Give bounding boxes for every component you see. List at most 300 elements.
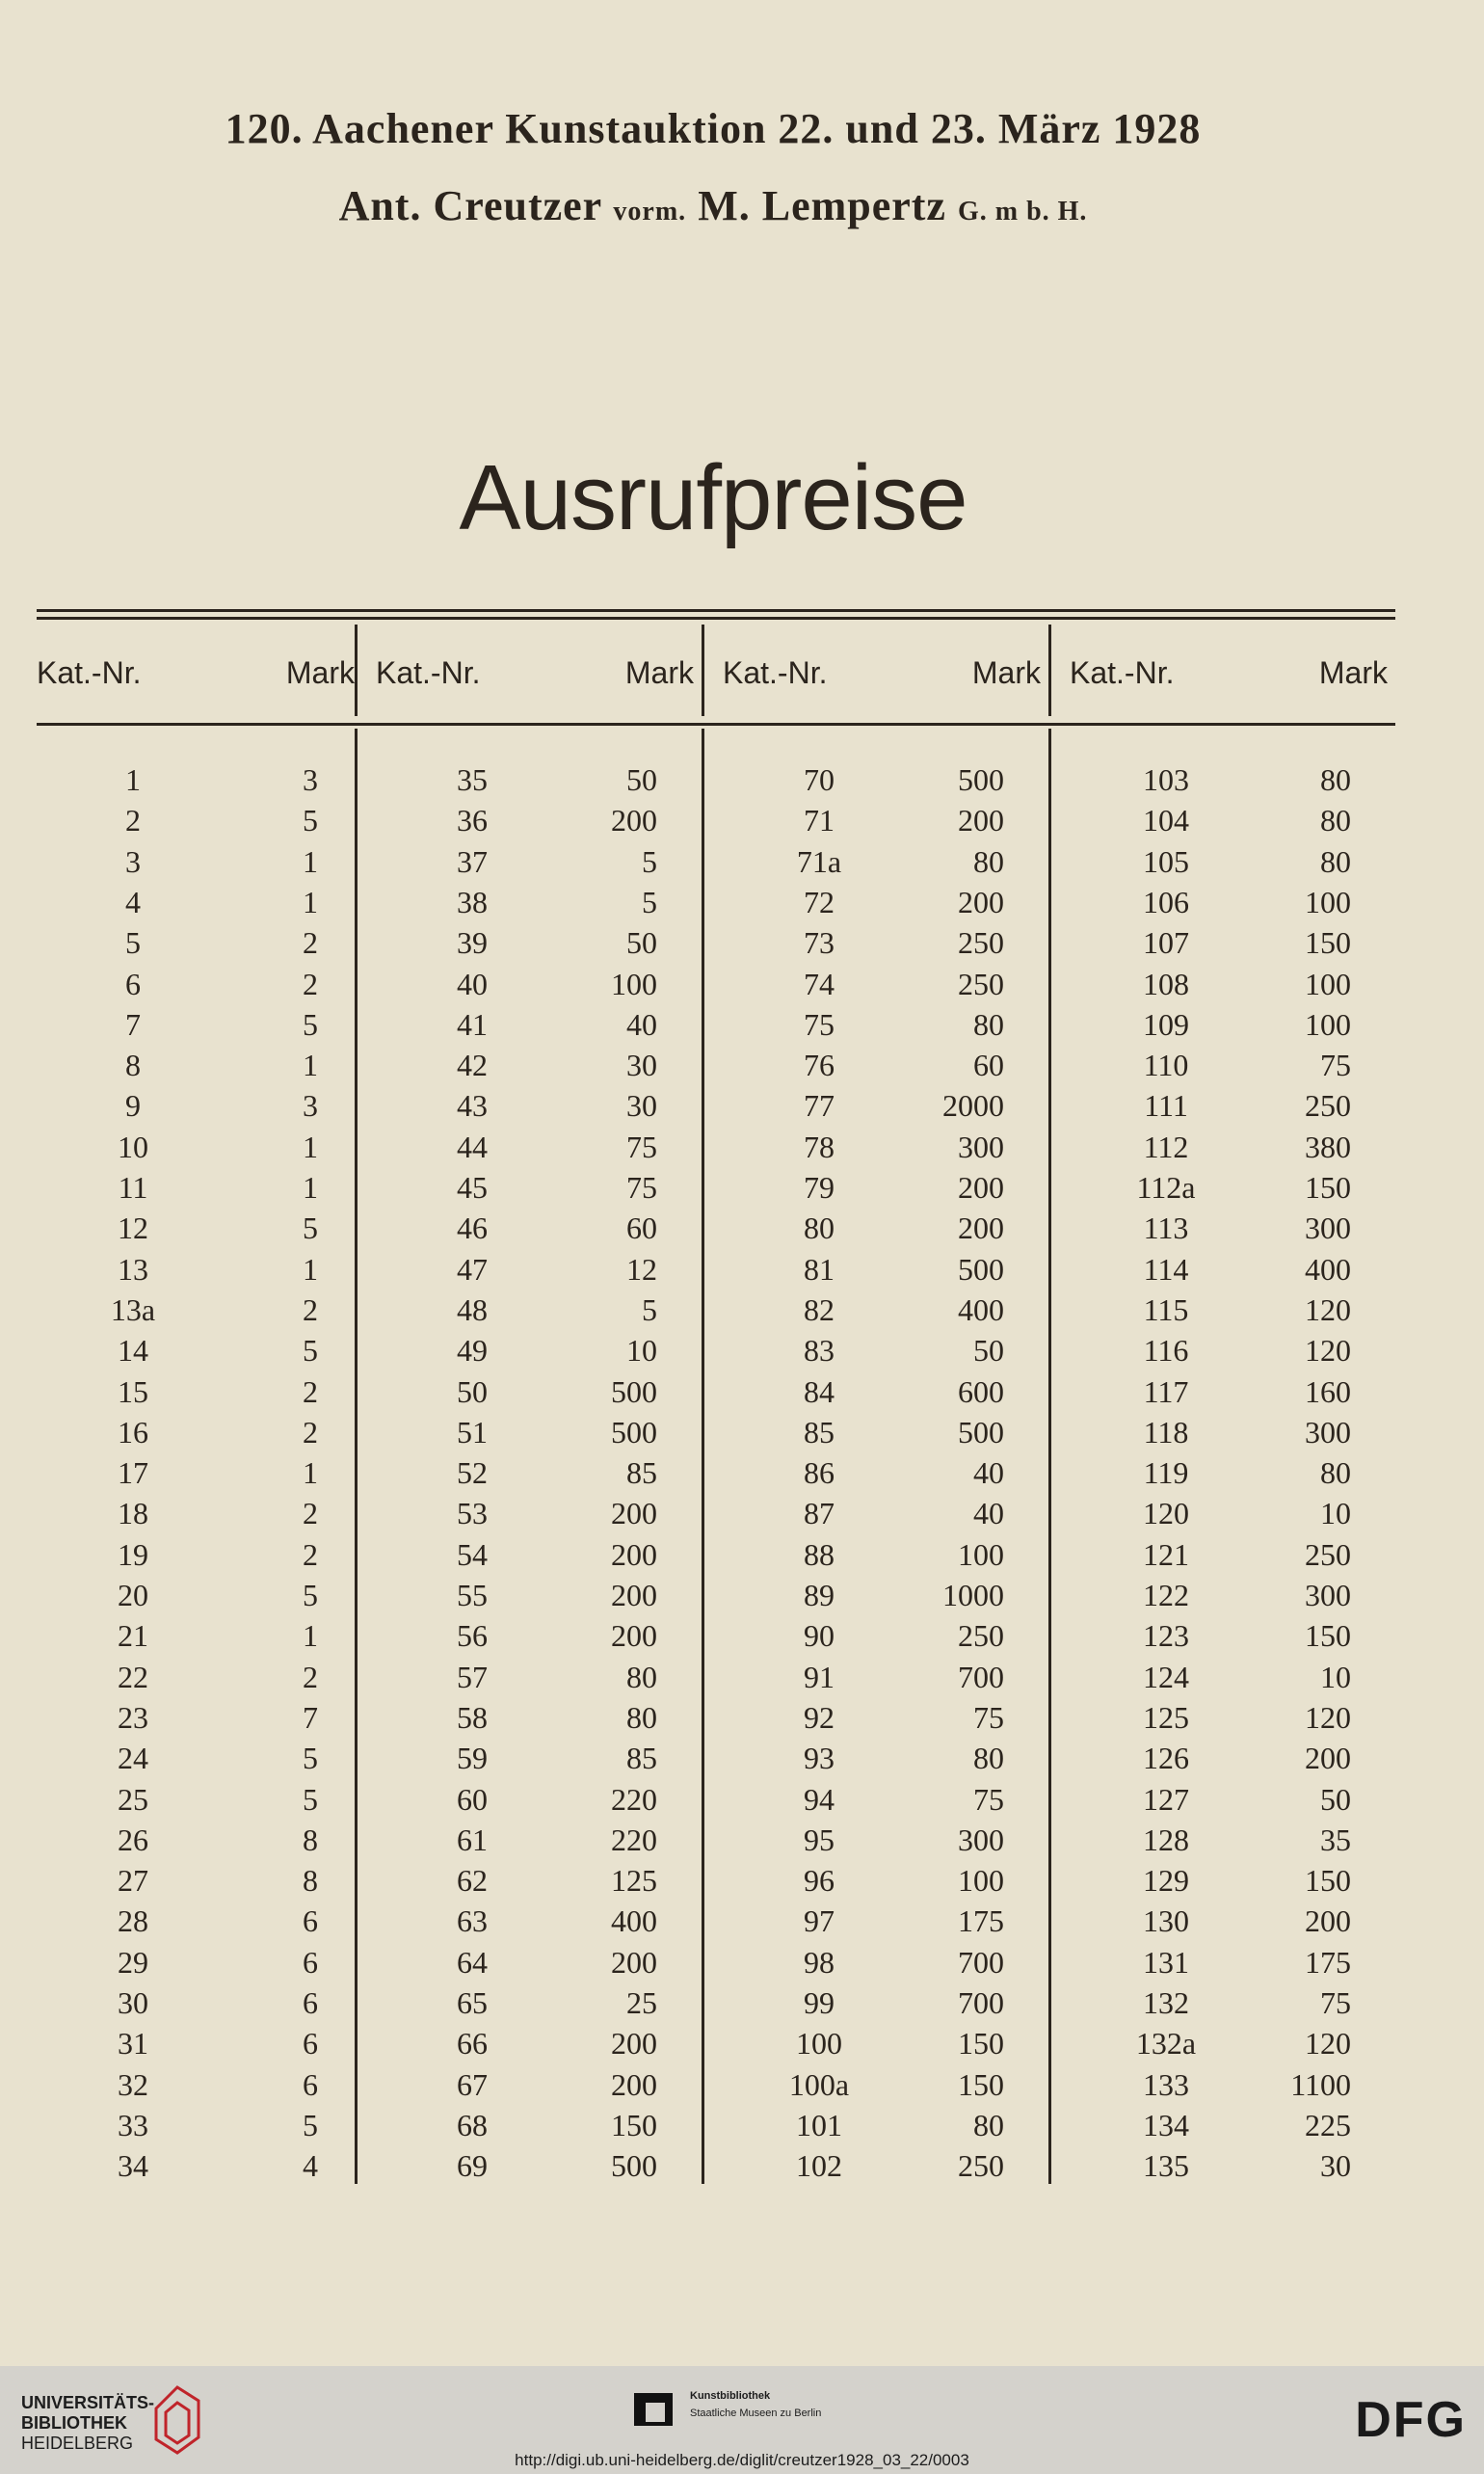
price-mark: 300 (958, 1822, 1004, 1857)
price-mark: 8 (303, 1863, 318, 1899)
ub-heidelberg-logo[interactable] (21, 2393, 154, 2454)
table-column (376, 617, 715, 2188)
catalog-number: 61 (457, 1822, 488, 1857)
price-mark: 1 (303, 1048, 318, 1083)
catalog-number: 57 (457, 1659, 488, 1694)
price-mark: 200 (958, 1170, 1004, 1205)
price-mark: 5 (303, 1006, 318, 1042)
price-mark: 6 (303, 1944, 318, 1980)
catalog-number: 89 (804, 1578, 835, 1612)
catalog-number: 29 (118, 1944, 148, 1980)
price-mark: 6 (303, 2066, 318, 2102)
catalog-number: 107 (1143, 925, 1189, 961)
catalog-number: 96 (804, 1863, 835, 1899)
header-mark: Mark (1318, 655, 1388, 690)
price-mark: 2 (303, 1373, 318, 1409)
price-mark: 160 (1305, 1373, 1351, 1409)
price-mark: 250 (958, 925, 1004, 961)
table-row (376, 2145, 715, 2186)
table-row (1070, 2145, 1409, 2186)
price-mark: 5 (303, 1578, 318, 1612)
price-mark: 250 (1305, 1536, 1351, 1572)
catalog-number: 90 (804, 1618, 835, 1654)
table-row (1070, 1167, 1409, 1208)
price-mark: 75 (1320, 1985, 1351, 2020)
price-mark: 25 (626, 1985, 657, 2020)
price-mark: 250 (958, 2148, 1004, 2184)
ub-logo-line: HEIDELBERG (21, 2434, 134, 2453)
table-row (376, 2064, 715, 2105)
price-mark: 1 (303, 1455, 318, 1491)
catalog-number: 28 (118, 1903, 148, 1939)
price-mark: 200 (611, 1496, 657, 1531)
table-row (723, 1534, 1062, 1575)
catalog-number: 30 (118, 1985, 148, 2020)
price-mark: 2 (303, 1414, 318, 1450)
price-mark: 150 (1305, 1618, 1351, 1654)
table-row (376, 1004, 715, 1045)
table-row (723, 1412, 1062, 1452)
table-row (723, 1452, 1062, 1493)
catalog-number: 131 (1143, 1944, 1189, 1980)
table-row (723, 1657, 1062, 1697)
price-mark: 200 (611, 1618, 657, 1654)
table-row (376, 882, 715, 922)
catalog-number: 72 (804, 884, 835, 919)
catalog-number: 44 (457, 1129, 488, 1164)
catalog-number: 97 (804, 1903, 835, 1939)
price-mark: 1 (303, 1170, 318, 1205)
kb-name: Kunstbibliothek (690, 2390, 771, 2402)
price-mark: 40 (626, 1006, 657, 1042)
ub-logo-line: UNIVERSITÄTS- (21, 2393, 155, 2412)
catalog-number: 39 (457, 925, 488, 961)
price-mark: 200 (611, 1578, 657, 1612)
price-mark: 150 (958, 2026, 1004, 2062)
catalog-number: 6 (125, 966, 141, 1001)
catalog-number: 18 (118, 1496, 148, 1531)
house-name: Ant. Creutzer (338, 182, 602, 229)
price-mark: 85 (626, 1455, 657, 1491)
table-row (376, 800, 715, 840)
table-row (37, 1575, 376, 1615)
catalog-number: 1 (125, 762, 141, 797)
price-mark: 50 (626, 925, 657, 961)
catalog-number: 52 (457, 1455, 488, 1491)
catalog-number: 132a (1135, 2026, 1197, 2062)
price-mark: 2 (303, 1536, 318, 1572)
catalog-number: 25 (118, 1781, 148, 1817)
price-mark: 10 (1320, 1659, 1351, 1694)
price-mark: 700 (958, 1659, 1004, 1694)
price-mark: 150 (611, 2107, 657, 2142)
catalog-number: 121 (1143, 1536, 1189, 1572)
table-row (723, 1045, 1062, 1085)
catalog-number: 123 (1143, 1618, 1189, 1654)
header-kat-nr: Kat.-Nr. (1070, 655, 1175, 690)
table-row (37, 1452, 376, 1493)
price-mark: 5 (303, 2107, 318, 2142)
table-row (1070, 1575, 1409, 1615)
price-mark: 125 (611, 1863, 657, 1899)
price-mark: 700 (958, 1944, 1004, 1980)
table-row (376, 922, 715, 963)
catalog-number: 91 (804, 1659, 835, 1694)
catalog-number: 83 (804, 1333, 835, 1369)
price-mark: 1 (303, 1251, 318, 1287)
catalog-number: 114 (1143, 1251, 1189, 1287)
table-row (1070, 1330, 1409, 1370)
table-row (376, 1085, 715, 1126)
catalog-number: 62 (457, 1863, 488, 1899)
table-row (37, 2105, 376, 2145)
table-row (376, 1657, 715, 1697)
catalog-number: 36 (457, 803, 488, 838)
catalog-number: 124 (1143, 1659, 1189, 1694)
table-row (37, 2064, 376, 2105)
table-row (1070, 882, 1409, 922)
price-mark: 10 (1320, 1496, 1351, 1531)
table-row (37, 841, 376, 882)
price-mark: 500 (611, 1373, 657, 1409)
table-row (376, 1249, 715, 1290)
catalog-number: 51 (457, 1414, 488, 1450)
table-row (723, 800, 1062, 840)
dfg-logo[interactable]: DFG (1355, 2392, 1467, 2448)
catalog-number: 8 (125, 1048, 141, 1083)
price-mark: 85 (626, 1741, 657, 1776)
table-row (37, 1412, 376, 1452)
table-row (1070, 964, 1409, 1004)
table-row (723, 1820, 1062, 1860)
price-mark: 500 (958, 762, 1004, 797)
catalog-number: 38 (457, 884, 488, 919)
table-row (723, 1779, 1062, 1820)
table-row (37, 1085, 376, 1126)
table-row (723, 1371, 1062, 1412)
page-title: Ausrufpreise (459, 446, 967, 549)
price-mark: 30 (626, 1088, 657, 1124)
catalog-number: 101 (796, 2107, 842, 2142)
price-mark: 5 (642, 843, 657, 879)
table-row (1070, 1290, 1409, 1330)
catalog-number: 133 (1143, 2066, 1189, 2102)
price-mark: 250 (1305, 1088, 1351, 1124)
price-mark: 80 (1320, 762, 1351, 797)
catalog-number: 17 (118, 1455, 148, 1491)
catalog-number: 33 (118, 2107, 148, 2142)
catalog-number: 27 (118, 1863, 148, 1899)
table-row (376, 1127, 715, 1167)
price-mark: 120 (1305, 1699, 1351, 1735)
header-kat-nr: Kat.-Nr. (376, 655, 481, 690)
price-mark: 2 (303, 966, 318, 1001)
catalog-number: 53 (457, 1496, 488, 1531)
catalog-number: 59 (457, 1741, 488, 1776)
column-header (723, 655, 1062, 698)
catalog-number: 104 (1143, 803, 1189, 838)
catalog-number: 48 (457, 1291, 488, 1327)
table-row (723, 2145, 1062, 2186)
price-mark: 12 (626, 1251, 657, 1287)
table-row (1070, 1045, 1409, 1085)
price-mark: 6 (303, 1903, 318, 1939)
price-mark: 3 (303, 762, 318, 797)
catalog-number: 69 (457, 2148, 488, 2184)
price-mark: 225 (1305, 2107, 1351, 2142)
table-row (376, 2023, 715, 2063)
table-row (37, 2023, 376, 2063)
table-row (376, 1982, 715, 2023)
table-row (37, 882, 376, 922)
header-mark: Mark (285, 655, 355, 690)
catalog-number: 74 (804, 966, 835, 1001)
catalog-number: 108 (1143, 966, 1189, 1001)
price-mark: 75 (626, 1129, 657, 1164)
catalog-number: 120 (1143, 1496, 1189, 1531)
price-mark: 75 (1320, 1048, 1351, 1083)
catalog-number: 118 (1143, 1414, 1189, 1450)
catalog-number: 60 (457, 1781, 488, 1817)
table-row (376, 1412, 715, 1452)
catalog-number: 15 (118, 1373, 148, 1409)
price-mark: 175 (958, 1903, 1004, 1939)
catalog-number: 85 (804, 1414, 835, 1450)
table-row (376, 1697, 715, 1738)
catalog-number: 92 (804, 1699, 835, 1735)
catalog-number: 3 (125, 843, 141, 879)
catalog-number: 117 (1143, 1373, 1189, 1409)
price-mark: 5 (303, 1333, 318, 1369)
catalog-number: 47 (457, 1251, 488, 1287)
price-mark: 80 (973, 1006, 1004, 1042)
table-row (723, 882, 1062, 922)
catalog-number: 122 (1143, 1578, 1189, 1612)
catalog-number: 10 (118, 1129, 148, 1164)
catalog-number: 58 (457, 1699, 488, 1735)
catalog-number: 132 (1143, 1985, 1189, 2020)
catalog-number: 116 (1143, 1333, 1189, 1369)
table-row (37, 1942, 376, 1982)
table-row (376, 1045, 715, 1085)
table-row (37, 1330, 376, 1370)
table-row (723, 759, 1062, 800)
catalog-number: 71a (796, 843, 842, 879)
catalog-number: 4 (125, 884, 141, 919)
price-mark: 50 (1320, 1781, 1351, 1817)
price-mark: 100 (1305, 966, 1351, 1001)
price-mark: 5 (303, 1741, 318, 1776)
price-mark: 10 (626, 1333, 657, 1369)
price-mark: 5 (303, 1210, 318, 1246)
catalog-number: 21 (118, 1618, 148, 1654)
price-mark: 150 (1305, 1170, 1351, 1205)
catalog-number: 14 (118, 1333, 148, 1369)
table-row (1070, 1452, 1409, 1493)
table-row (376, 1493, 715, 1533)
price-mark: 2 (303, 1496, 318, 1531)
price-mark: 500 (958, 1414, 1004, 1450)
catalog-number: 45 (457, 1170, 488, 1205)
table-row (37, 1004, 376, 1045)
price-mark: 220 (611, 1781, 657, 1817)
house-legal-form: G. m b. H. (957, 197, 1088, 226)
price-mark: 2000 (942, 1088, 1004, 1124)
catalog-number: 22 (118, 1659, 148, 1694)
catalog-number: 19 (118, 1536, 148, 1572)
price-mark: 175 (1305, 1944, 1351, 1980)
table-row (1070, 1901, 1409, 1941)
catalog-number: 63 (457, 1903, 488, 1939)
table-row (37, 1493, 376, 1533)
table-row (1070, 2105, 1409, 2145)
table-row (723, 2105, 1062, 2145)
catalog-number: 134 (1143, 2107, 1189, 2142)
price-mark: 75 (626, 1170, 657, 1205)
price-mark: 50 (626, 762, 657, 797)
catalog-number: 128 (1143, 1822, 1189, 1857)
table-row (376, 1575, 715, 1615)
price-mark: 80 (626, 1699, 657, 1735)
price-mark: 7 (303, 1699, 318, 1735)
price-mark: 120 (1305, 2026, 1351, 2062)
table-row (376, 2105, 715, 2145)
catalog-number: 20 (118, 1578, 148, 1612)
table-row (1070, 922, 1409, 963)
price-mark: 100 (1305, 884, 1351, 919)
price-mark: 5 (303, 803, 318, 838)
column-header (376, 655, 715, 698)
price-mark: 200 (611, 2026, 657, 2062)
catalog-number: 16 (118, 1414, 148, 1450)
table-row (376, 1738, 715, 1778)
column-header (1070, 655, 1409, 698)
price-mark: 150 (1305, 1863, 1351, 1899)
catalog-number: 82 (804, 1291, 835, 1327)
price-mark: 1 (303, 1129, 318, 1164)
kunstbibliothek-logo[interactable] (632, 2387, 822, 2438)
table-row (1070, 841, 1409, 882)
table-row (376, 1290, 715, 1330)
table-row (723, 1249, 1062, 1290)
catalog-number: 129 (1143, 1863, 1189, 1899)
catalog-number: 100a (788, 2066, 850, 2102)
price-mark: 2 (303, 925, 318, 961)
price-mark: 80 (973, 1741, 1004, 1776)
catalog-number: 9 (125, 1088, 141, 1124)
price-mark: 80 (626, 1659, 657, 1694)
catalog-number: 67 (457, 2066, 488, 2102)
source-url[interactable]: http://digi.ub.uni-heidelberg.de/diglit/creutzer1928_03_22/0003 (515, 2451, 969, 2469)
kb-subtitle: Staatliche Museen zu Berlin (690, 2407, 822, 2419)
price-mark: 3 (303, 1088, 318, 1124)
table-row (37, 1208, 376, 1248)
price-mark: 200 (1305, 1741, 1351, 1776)
price-mark: 400 (958, 1291, 1004, 1327)
table-row (1070, 1738, 1409, 1778)
table-row (723, 1493, 1062, 1533)
price-mark: 100 (958, 1863, 1004, 1899)
table-row (1070, 800, 1409, 840)
top-rule (37, 609, 1395, 612)
price-mark: 300 (1305, 1210, 1351, 1246)
table-row (37, 800, 376, 840)
price-mark: 6 (303, 1985, 318, 2020)
table-row (723, 1127, 1062, 1167)
catalog-number: 26 (118, 1822, 148, 1857)
catalog-number: 56 (457, 1618, 488, 1654)
table-row (376, 841, 715, 882)
catalog-number: 34 (118, 2148, 148, 2184)
table-row (376, 1208, 715, 1248)
table-row (723, 1942, 1062, 1982)
catalog-number: 105 (1143, 843, 1189, 879)
house-predecessor: M. Lempertz (698, 182, 946, 229)
table-column (1070, 617, 1409, 2188)
catalog-number: 126 (1143, 1741, 1189, 1776)
price-mark: 50 (973, 1333, 1004, 1369)
table-row (37, 1901, 376, 1941)
price-mark: 300 (1305, 1578, 1351, 1612)
table-row (376, 1371, 715, 1412)
catalog-number: 54 (457, 1536, 488, 1572)
price-mark: 40 (973, 1455, 1004, 1491)
table-column (723, 617, 1062, 2188)
price-mark: 30 (1320, 2148, 1351, 2184)
price-mark: 200 (1305, 1903, 1351, 1939)
table-row (723, 2064, 1062, 2105)
table-row (376, 1942, 715, 1982)
table-row (376, 1615, 715, 1656)
price-mark: 300 (1305, 1414, 1351, 1450)
catalog-number: 76 (804, 1048, 835, 1083)
price-mark: 60 (973, 1048, 1004, 1083)
catalog-number: 112 (1143, 1129, 1189, 1164)
table-row (376, 1779, 715, 1820)
table-row (376, 759, 715, 800)
table-row (1070, 1860, 1409, 1901)
price-mark: 120 (1305, 1333, 1351, 1369)
price-mark: 100 (958, 1536, 1004, 1572)
table-row (376, 1820, 715, 1860)
table-row (37, 1982, 376, 2023)
catalog-number: 93 (804, 1741, 835, 1776)
table-row (1070, 2023, 1409, 2063)
catalog-number: 75 (804, 1006, 835, 1042)
catalog-number: 5 (125, 925, 141, 961)
price-mark: 200 (611, 1944, 657, 1980)
price-mark: 300 (958, 1129, 1004, 1164)
catalog-number: 80 (804, 1210, 835, 1246)
price-mark: 2 (303, 1291, 318, 1327)
table-row (723, 1290, 1062, 1330)
catalog-number: 41 (457, 1006, 488, 1042)
price-mark: 1100 (1290, 2066, 1351, 2102)
price-mark: 2 (303, 1659, 318, 1694)
price-mark: 220 (611, 1822, 657, 1857)
price-mark: 8 (303, 1822, 318, 1857)
table-row (376, 964, 715, 1004)
auction-title: 120. Aachener Kunstauktion 22. und 23. März 1928 (225, 105, 1202, 152)
table-row (1070, 1208, 1409, 1248)
table-row (37, 1657, 376, 1697)
table-row (37, 1045, 376, 1085)
digitization-footer (0, 2366, 1484, 2474)
kunstbibliothek-icon (632, 2387, 678, 2434)
table-row (376, 1330, 715, 1370)
catalog-number: 88 (804, 1536, 835, 1572)
price-mark: 250 (958, 1618, 1004, 1654)
